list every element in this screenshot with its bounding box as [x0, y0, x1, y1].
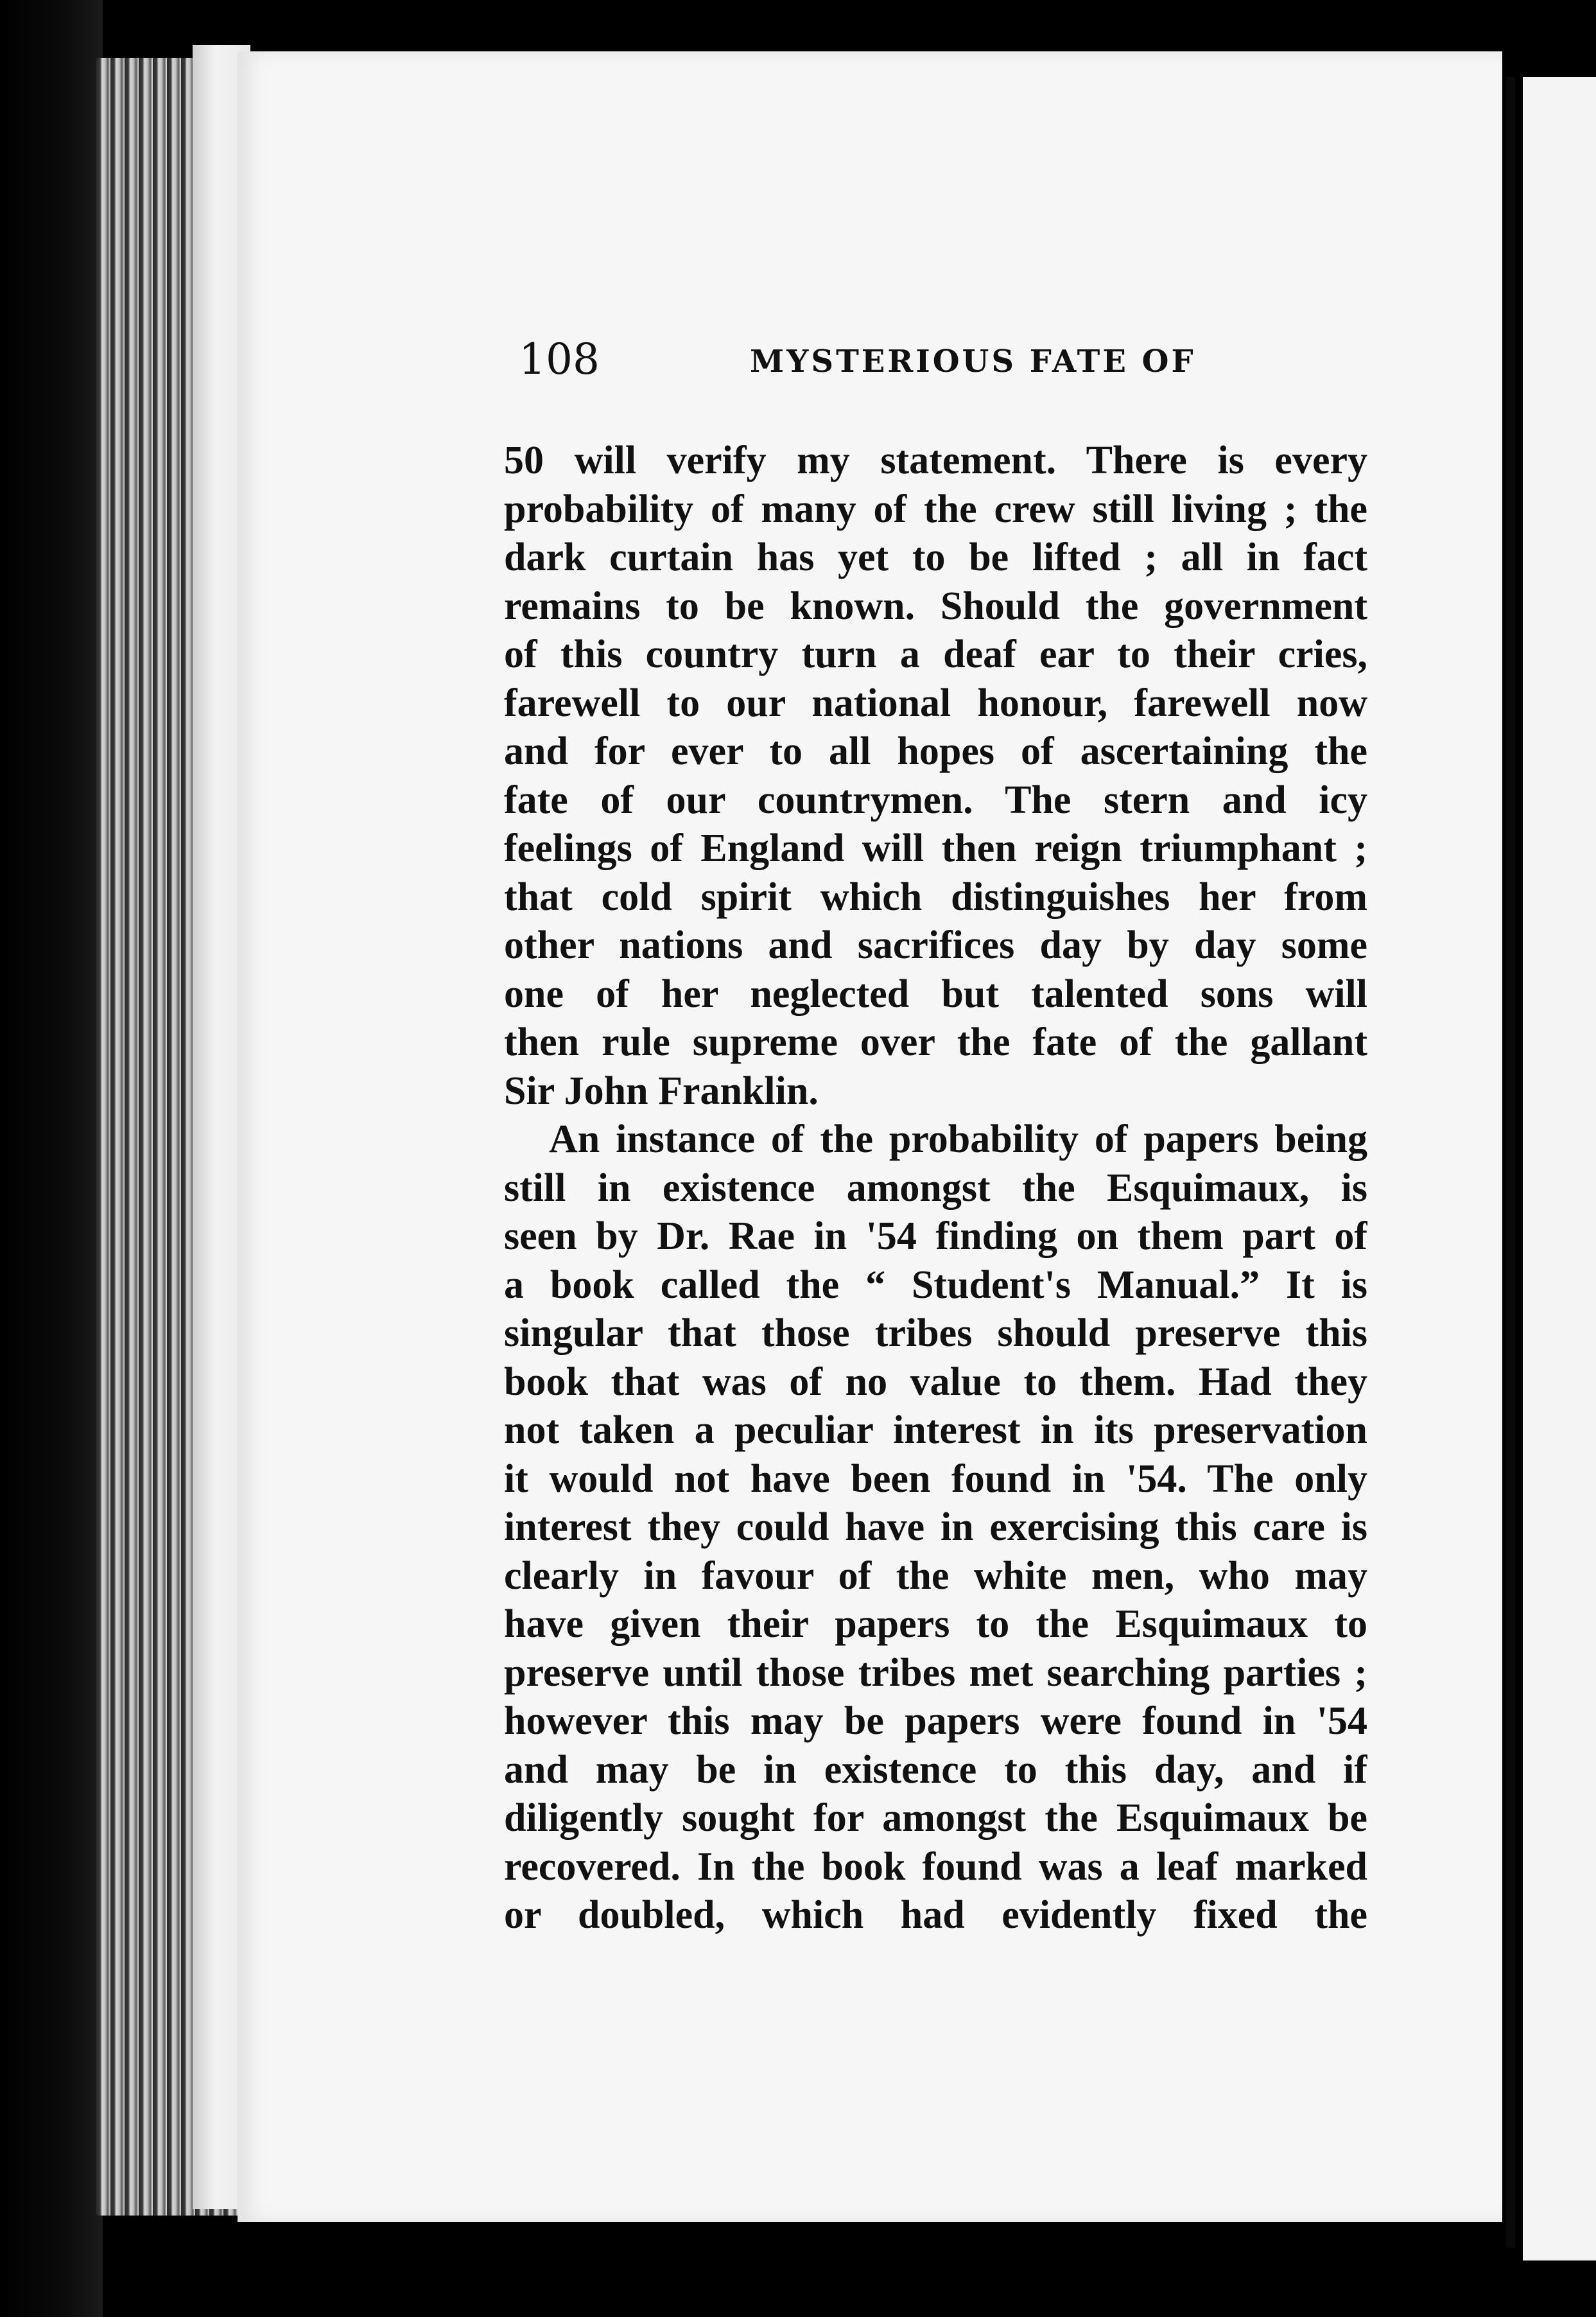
text-line: diligently sought for amongst the Esquimaux be [504, 1796, 1367, 1840]
text-line: seen by Dr. Rae in '54 finding on them part of [504, 1214, 1367, 1258]
text-line: farewell to our national honour, farewell now [504, 681, 1367, 725]
text-line: that cold spirit which distinguishes her from [504, 875, 1367, 919]
text-line: singular that those tribes should preserve this [504, 1311, 1367, 1355]
book-spine-shadow [0, 0, 103, 2317]
text-line: probability of many of the crew still living ; the [504, 487, 1367, 531]
text-line: fate of our countrymen. The stern and icy [504, 778, 1367, 822]
text-line: however this may be papers were found in '54 [504, 1699, 1367, 1743]
text-line: 50 will verify my statement. There is every [504, 439, 1367, 482]
text-line: interest they could have in exercising this care is [504, 1505, 1367, 1549]
text-line: preserve until those tribes met searching parties ; [504, 1650, 1367, 1695]
text-line: then rule supreme over the fate of the gallant [504, 1020, 1367, 1064]
text-line: book that was of no value to them. Had they [504, 1360, 1367, 1404]
text-line: feelings of England will then reign triumphant ; [504, 826, 1367, 870]
text-line: a book called the “ Student's Manual.” It is [504, 1263, 1367, 1307]
text-line: Sir John Franklin. [504, 1069, 819, 1113]
page-number: 108 [519, 335, 600, 384]
text-line: and for ever to all hopes of ascertaining the [504, 730, 1367, 773]
text-line: clearly in favour of the white men, who may [504, 1553, 1367, 1598]
running-title: MYSTERIOUS FATE OF [750, 344, 1196, 380]
text-line: other nations and sacrifices day by day some [504, 923, 1367, 967]
text-line: An instance of the probability of papers being [549, 1117, 1367, 1161]
text-line: dark curtain has yet to be lifted ; all in fact [504, 536, 1367, 579]
text-line: it would not have been found in '54. The only [504, 1456, 1367, 1501]
text-line: and may be in existence to this day, and if [504, 1747, 1367, 1792]
gutter-shadow [1506, 77, 1515, 2248]
text-line: of this country turn a deaf ear to their cries, [504, 633, 1367, 676]
text-line: one of her neglected but talented sons will [504, 972, 1367, 1016]
text-line: recovered. In the book found was a leaf marked [504, 1844, 1367, 1889]
text-line: still in existence amongst the Esquimaux, is [504, 1166, 1367, 1210]
page-header [519, 331, 1366, 389]
body-text [504, 437, 1367, 1940]
text-line: or doubled, which had evidently fixed the [504, 1893, 1367, 1937]
text-line: have given their papers to the Esquimaux to [504, 1602, 1367, 1646]
text-line: not taken a peculiar interest in its preservation [504, 1408, 1367, 1452]
facing-page-edge [1523, 77, 1596, 2260]
text-line: remains to be known. Should the government [504, 584, 1367, 628]
